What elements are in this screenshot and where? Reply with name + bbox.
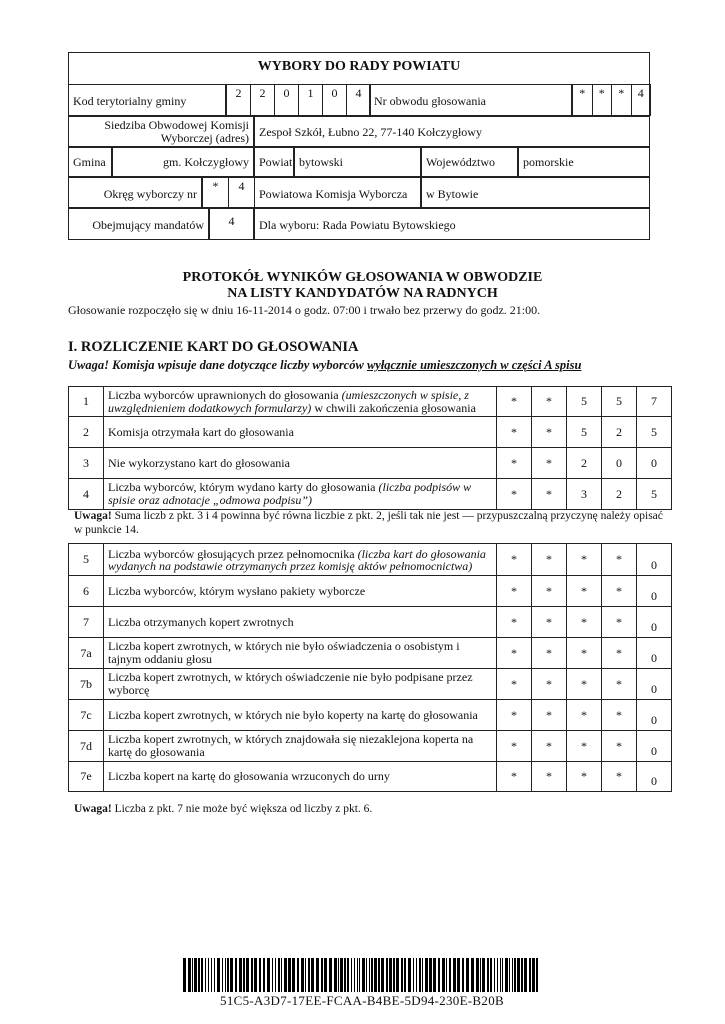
barcode-bar [243,958,245,992]
siedziba-value: Zespoł Szkół, Łubno 22, 77-140 Kołczygłowy [254,116,650,147]
row-label [104,731,497,762]
barcode-bar [321,958,323,992]
barcode-bar [288,958,291,992]
barcode-bar [344,958,346,992]
barcode-bar [305,958,306,992]
value-digit: * [497,576,532,607]
value-digit: * [497,700,532,731]
value-digit: 0 [637,669,672,700]
row-label-italic: (liczba podpisów w spisie oraz adnotacje „odmowa podpisu”) [108,480,472,507]
row-number: 7d [69,731,104,762]
value-digit: * [497,417,532,448]
barcode-bar [529,958,531,992]
wybor-label: Dla wyboru: Rada Powiatu Bytowskiego [254,208,650,240]
barcode-bar [222,958,223,992]
value-digit: * [567,638,602,669]
barcode-bar [378,958,380,992]
barcode-bar [425,958,428,992]
barcode-bar [214,958,215,992]
value-digit: * [497,387,532,417]
barcode-bar [401,958,403,992]
section1-note-underlined: wyłącznie umieszczonych w części A spisu [366,358,582,372]
row-label [104,479,497,510]
table-row [69,607,672,638]
barcode-bar [462,958,464,992]
barcode-bar [476,958,479,992]
row-label-text: Liczba kopert zwrotnych, w których znajdowała się niezaklejona koperta na kartę do głosowania [108,732,474,759]
value-digit: * [602,544,637,576]
note2 [74,509,674,537]
barcode [183,958,541,992]
barcode-bar [374,958,377,992]
row-label-after: w chwili zakończenia głosowania [311,400,476,415]
row-label [104,544,497,576]
cards-table-a [68,386,672,510]
note3-bold: Uwaga! [74,803,112,815]
kod-label: Kod terytorialny gminy [68,84,226,116]
table-row [69,448,672,479]
barcode-bar [297,958,299,992]
barcode-bar [371,958,373,992]
note2-bold: Uwaga! [74,510,112,522]
barcode-bar [311,958,314,992]
barcode-bar [480,958,481,992]
digit-box: 2 [250,84,275,116]
note3-text: Liczba z pkt. 7 nie może być większa od liczby z pkt. 6. [111,803,373,815]
barcode-bar [208,958,209,992]
table-row [69,417,672,448]
value-digit: 0 [637,544,672,576]
barcode-bar [514,958,516,992]
table-row [69,638,672,669]
barcode-bar [408,958,411,992]
barcode-bar [334,958,337,992]
value-digit: * [497,479,532,510]
cards-table-b [68,543,672,792]
value-digit: * [532,479,567,510]
value-digit: 7 [637,387,672,417]
barcode-bar [198,958,200,992]
election-title: WYBORY DO RADY POWIATU [257,59,461,74]
value-digit: * [532,731,567,762]
value-digit: * [497,762,532,792]
note2-text: Suma liczb z pkt. 3 i 4 powinna być równa liczbie z pkt. 2, jeśli tak nie jest — przypuszczalną przyczynę należy opisać w punkcie 14. [74,510,663,536]
value-digit: * [602,731,637,762]
protocol-title-line2: NA LISTY KANDYDATÓW NA RADNYCH [227,286,498,301]
section1-note [68,358,581,373]
value-digit: 5 [602,387,637,417]
barcode-bar [393,958,395,992]
barcode-bar [433,958,436,992]
gmina-value: gm. Kołczygłowy [112,147,254,177]
value-digit: 0 [637,762,672,792]
value-digit: 5 [637,417,672,448]
barcode-bar [324,958,327,992]
barcode-bar [211,958,212,992]
row-label [104,607,497,638]
mandaty-label: Obejmujący mandatów [68,208,209,240]
value-digit: * [532,700,567,731]
row-number: 4 [69,479,104,510]
value-digit: * [532,417,567,448]
barcode-bar [351,958,352,992]
value-digit: * [532,669,567,700]
row-label [104,700,497,731]
barcode-bar [316,958,319,992]
value-digit: 0 [637,448,672,479]
barcode-bar [338,958,339,992]
barcode-bar [532,958,535,992]
row-number: 2 [69,417,104,448]
row-label [104,417,497,448]
table-row [69,669,672,700]
barcode-bar [521,958,523,992]
barcode-bar [416,958,417,992]
table-row [69,576,672,607]
row-number: 1 [69,387,104,417]
value-digit: 0 [637,638,672,669]
value-digit: * [602,607,637,638]
row-label-text: Liczba kopert zwrotnych, w których oświadczenie nie było podpisane przez wyborcę [108,670,473,697]
gmina-label: Gmina [68,147,112,177]
value-digit: 5 [567,387,602,417]
row-label-text: Liczba wyborców głosujących przez pełnomocnika [108,546,358,561]
value-digit: 0 [637,607,672,638]
barcode-bar [471,958,474,992]
section1-heading: I. ROZLICZENIE KART DO GŁOSOWANIA [68,339,359,355]
barcode-bar [446,958,447,992]
barcode-bar [301,958,304,992]
row-number: 7b [69,669,104,700]
value-digit: * [532,387,567,417]
value-digit: * [532,448,567,479]
barcode-bar [536,958,538,992]
barcode-bar [284,958,287,992]
note3 [74,803,372,815]
value-digit: * [567,669,602,700]
row-label [104,387,497,417]
row-label-text: Liczba kopert zwrotnych, w których nie było koperty na kartę do głosowania [108,707,478,722]
row-number: 7c [69,700,104,731]
barcode-bar [369,958,370,992]
mandaty-value: 4 [209,208,254,240]
value-digit: * [497,638,532,669]
value-digit: * [567,544,602,576]
barcode-bar [422,958,423,992]
digit-box: 0 [322,84,347,116]
barcode-bar [192,958,193,992]
value-digit: * [567,700,602,731]
barcode-bar [396,958,399,992]
table-row [69,544,672,576]
value-digit: * [497,731,532,762]
value-digit: * [497,544,532,576]
barcode-bar [404,958,406,992]
barcode-bar [239,958,242,992]
table-row [69,762,672,792]
barcode-bar [500,958,501,992]
barcode-bar [235,958,237,992]
barcode-bar [354,958,355,992]
value-digit: 0 [637,700,672,731]
barcode-bar [442,958,445,992]
barcode-bar [524,958,527,992]
barcode-bar [251,958,253,992]
value-digit: * [497,448,532,479]
digit-box: 4 [631,84,652,116]
digit-box: 4 [228,177,255,208]
value-digit: * [567,576,602,607]
barcode-bar [366,958,367,992]
barcode-bar [438,958,440,992]
row-number: 3 [69,448,104,479]
row-label-italic: (liczba kart do głosowania wydanych na podstawie otrzymanych przez komisję aktów pełnomocnictwa) [108,546,486,573]
row-number: 5 [69,544,104,576]
barcode-bar [259,958,261,992]
row-number: 7 [69,607,104,638]
voting-info: Głosowanie rozpoczęło się w dniu 16-11-2014 o godz. 07:00 i trwało bez przerwy do godz. 21:00. [68,303,541,317]
table-row [69,700,672,731]
row-number: 6 [69,576,104,607]
barcode-bar [497,958,498,992]
row-number: 7a [69,638,104,669]
value-digit: 2 [602,479,637,510]
barcode-bar [453,958,456,992]
value-digit: 5 [567,417,602,448]
table-row [69,479,672,510]
value-digit: * [567,731,602,762]
barcode-bar [449,958,451,992]
value-digit: * [602,576,637,607]
row-label [104,448,497,479]
digit-box: * [572,84,593,116]
row-label-text: Liczba otrzymanych kopert zwrotnych [108,614,294,629]
barcode-bar [340,958,343,992]
barcode-bar [263,958,265,992]
barcode-bar [292,958,295,992]
value-digit: * [602,669,637,700]
digit-box: * [202,177,229,208]
wojewodztwo-label: Województwo [421,147,518,177]
row-label-text: Komisja otrzymała kart do głosowania [108,424,294,439]
barcode-bar [490,958,492,992]
barcode-bar [281,958,282,992]
barcode-bar [225,958,226,992]
barcode-bar [188,958,191,992]
value-digit: * [532,544,567,576]
value-digit: * [567,762,602,792]
digit-box: * [592,84,613,116]
table-row [69,731,672,762]
value-digit: * [497,669,532,700]
row-label-italic: (umieszczonych w spisie, z uwzględnieniem dodatkowych formularzy) [108,387,469,415]
digit-box: 4 [346,84,371,116]
barcode-bar [362,958,365,992]
barcode-bar [517,958,520,992]
value-digit: * [532,762,567,792]
value-digit: * [532,638,567,669]
barcode-bar [205,958,206,992]
value-digit: * [602,700,637,731]
barcode-bar [278,958,280,992]
barcode-bar [457,958,460,992]
value-digit: 2 [567,448,602,479]
barcode-bar [512,958,513,992]
barcode-bar [502,958,503,992]
digit-box: * [611,84,632,116]
barcode-code: 51C5-A3D7-17EE-FCAA-B4BE-5D94-230E-B20B [220,993,504,1008]
value-digit: 0 [602,448,637,479]
row-number: 7e [69,762,104,792]
barcode-bar [194,958,197,992]
powiat-label: Powiat [254,147,294,177]
row-label-text: Nie wykorzystano kart do głosowania [108,455,290,470]
value-digit: * [497,607,532,638]
barcode-bar [272,958,273,992]
barcode-bar [183,958,186,992]
komisja-label: Powiatowa Komisja Wyborcza [254,177,421,208]
row-label-text: Liczba wyborców, którym wydano karty do głosowania [108,480,379,494]
barcode-bar [487,958,489,992]
barcode-bar [254,958,257,992]
barcode-bar [267,958,270,992]
okreg-label: Okręg wyborczy nr [68,177,202,208]
value-digit: * [567,607,602,638]
barcode-bar [413,958,414,992]
table-row [69,387,672,417]
barcode-bar [347,958,349,992]
value-digit: 0 [637,731,672,762]
barcode-bar [275,958,276,992]
barcode-bar [227,958,229,992]
obwod-label: Nr obwodu głosowania [369,84,572,116]
value-digit: 2 [602,417,637,448]
komisja-value: w Bytowie [421,177,650,208]
barcode-bar [505,958,508,992]
barcode-bar [482,958,485,992]
barcode-bar [329,958,332,992]
row-label [104,576,497,607]
barcode-bar [246,958,249,992]
barcode-bar [381,958,384,992]
row-label-text: Liczba kopert zwrotnych, w których nie było oświadczenia o osobistym i tajnym oddaniu głosu [108,639,460,666]
siedziba-label: Siedziba Obwodowej Komisji Wyborczej (adres) [68,116,254,147]
barcode-bar [201,958,203,992]
barcode-bar [230,958,233,992]
value-digit: * [532,576,567,607]
barcode-bar [419,958,421,992]
digit-box: 0 [274,84,299,116]
barcode-bar [494,958,495,992]
powiat-value: bytowski [294,147,421,177]
protocol-title-line1: PROTOKÓŁ WYNIKÓW GŁOSOWANIA W OBWODZIE [182,270,543,285]
digit-box: 2 [226,84,251,116]
row-label [104,762,497,792]
digit-box: 1 [298,84,323,116]
wojewodztwo-value: pomorskie [518,147,650,177]
barcode-bar [386,958,388,992]
value-digit: 5 [637,479,672,510]
barcode-bar [217,958,220,992]
value-digit: * [532,607,567,638]
value-digit: 3 [567,479,602,510]
section1-note-prefix: Uwaga! Komisja wpisuje dane dotyczące liczby wyborców [68,358,367,372]
barcode-bar [466,958,469,992]
barcode-bar [429,958,432,992]
value-digit: 0 [637,576,672,607]
value-digit: * [602,638,637,669]
row-label-text: Liczba kopert na kartę do głosowania wrzuconych do urny [108,769,390,783]
barcode-bar [389,958,392,992]
barcode-bar [308,958,310,992]
row-label [104,638,497,669]
barcode-bar [509,958,510,992]
row-label-text: Liczba wyborców, którym wysłano pakiety wyborcze [108,583,366,598]
row-label [104,669,497,700]
row-label-text: Liczba wyborców uprawnionych do głosowania [108,387,342,402]
barcode-bar [359,958,360,992]
value-digit: * [602,762,637,792]
barcode-bar [357,958,358,992]
